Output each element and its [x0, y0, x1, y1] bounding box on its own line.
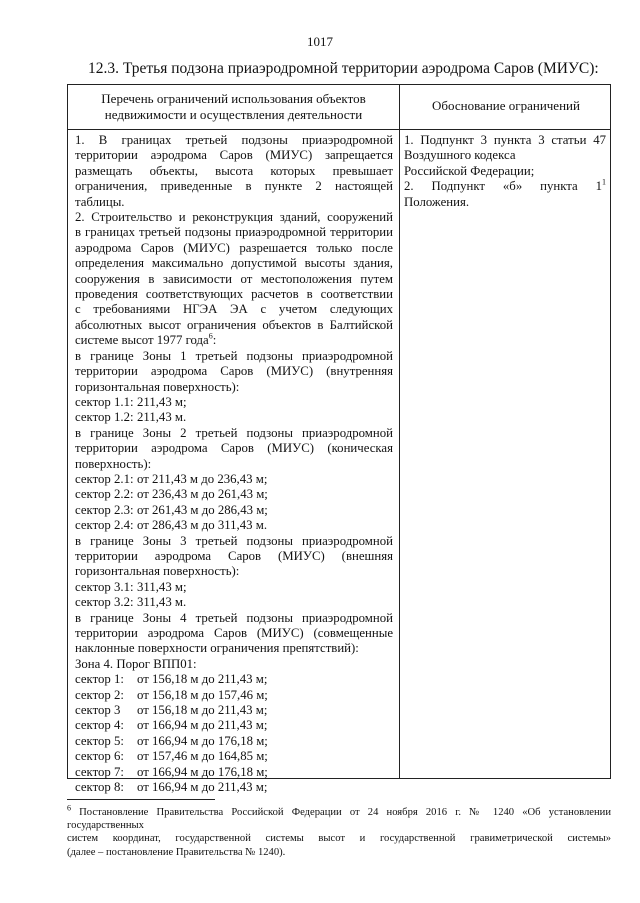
- sector-label: сектор 5:: [75, 733, 124, 748]
- zone-4-text: [75, 611, 393, 673]
- sector-label: сектор 4:: [75, 718, 124, 733]
- justification-line-text: 2. Подпункт «б» пункта 1: [404, 179, 602, 194]
- sector-row: [75, 703, 393, 718]
- sector-value: от 157,46 м до 164,85 м;: [137, 749, 268, 764]
- text-line: территории аэродрома Саров (МИУС) (совмещенные: [75, 626, 393, 640]
- sector-value: от 286,43 м до 311,43 м.: [137, 518, 268, 533]
- text-line: аэродрома Саров (МИУС) разрешается только после: [75, 240, 393, 255]
- sector-label: сектор 2.2:: [75, 487, 134, 502]
- footnote-mark: 6: [67, 803, 71, 813]
- footnote-last-line: (далее – постановление Правительства № 1240).: [67, 846, 286, 858]
- zone-2-text: [75, 426, 393, 472]
- sector-label: сектор 3.1:: [75, 579, 134, 594]
- text-line: в границе Зоны 2 третьей подзоны приаэродромной: [75, 425, 393, 440]
- header-restrictions: Перечень ограничений использования объектов недвижимости и осуществления деятельности: [101, 91, 366, 122]
- text-line: в границах третьей подзоны приаэродромной территории: [75, 225, 393, 240]
- sector-row: [75, 395, 393, 410]
- item-2: [75, 210, 393, 333]
- text-line: проведения соответствующих расчетов в соответствии: [75, 287, 393, 302]
- text-line: горизонтальная поверхность):: [75, 564, 240, 579]
- justification-line: Российской Федерации;: [404, 163, 535, 178]
- item-2-last-text: системе высот 1977 года: [75, 333, 209, 348]
- text-line: размещать объекты, высота которых превышает: [75, 163, 393, 178]
- sector-row: [75, 503, 393, 518]
- sector-row: [75, 734, 393, 749]
- sector-row: [75, 472, 393, 487]
- sector-row: [75, 765, 393, 780]
- sector-value: от 236,43 м до 261,43 м;: [137, 487, 268, 502]
- column-divider: [399, 85, 400, 778]
- sector-label: сектор 1:: [75, 672, 124, 687]
- sector-value: от 156,18 м до 211,43 м;: [137, 703, 268, 718]
- text-line: абсолютных высот ограничения объектов в Балтийской: [75, 317, 393, 332]
- sector-row: [75, 595, 393, 610]
- sector-label: сектор 1.2:: [75, 410, 134, 425]
- sector-label: сектор 1.1:: [75, 394, 134, 409]
- justification-line: 1. Подпункт 3 пункта 3 статьи 47: [404, 133, 606, 147]
- item-1: [75, 133, 393, 210]
- text-line: таблицы.: [75, 194, 125, 209]
- justification-line: [404, 179, 606, 194]
- justification-last: Положения.: [404, 194, 470, 209]
- zone-1-text: [75, 349, 393, 395]
- sector-label: сектор 3.2:: [75, 595, 134, 610]
- header-divider: [68, 129, 610, 130]
- text-line: поверхность):: [75, 456, 152, 471]
- footnote-line: [67, 803, 611, 832]
- sector-label: сектор 8:: [75, 780, 124, 795]
- zone-3-text: [75, 534, 393, 580]
- sector-value: от 156,18 м до 157,46 м;: [137, 687, 268, 702]
- text-line: 2. Строительство и реконструкция зданий, сооружений: [75, 210, 393, 225]
- text-line: в границе Зоны 3 третьей подзоны приаэродромной: [75, 533, 393, 548]
- sector-row: [75, 487, 393, 502]
- sector-value: от 166,94 м до 176,18 м;: [137, 733, 268, 748]
- text-line: территории аэродрома Саров (МИУС) (внешняя: [75, 548, 393, 563]
- footnote: [67, 803, 611, 859]
- text-line: определения максимально допустимой высоты здания,: [75, 256, 393, 271]
- footnote-lines: [67, 803, 611, 846]
- justification-cell: [404, 133, 606, 210]
- sector-value: 211,43 м.: [137, 410, 187, 425]
- zone-4-sectors: [75, 672, 393, 795]
- text-line: территории аэродрома Саров (МИУС) (внутренняя: [75, 364, 393, 379]
- sector-value: 211,43 м;: [137, 394, 187, 409]
- sector-label: сектор 2:: [75, 687, 124, 702]
- footnote-ref: 6: [208, 332, 213, 342]
- text-line: в границе Зоны 1 третьей подзоны приаэродромной: [75, 348, 393, 363]
- header-justification: Обоснование ограничений: [432, 98, 580, 113]
- item-2-last-line: системе высот 1977 года$^6$:: [75, 332, 217, 348]
- sector-value: 311,43 м;: [137, 579, 187, 594]
- text-line: с требованиями НГЭА ЭА с учетом следующих: [75, 302, 393, 317]
- text-line: Зона 4. Порог ВПП01:: [75, 656, 197, 671]
- text-line: сооружения в зависимости от местоположения путем: [75, 271, 393, 286]
- sector-label: сектор 2.3:: [75, 502, 134, 517]
- sector-row: [75, 518, 393, 533]
- text-line: ограничения, приведенные в пункте 2 настоящей: [75, 179, 393, 194]
- sector-row: [75, 580, 393, 595]
- sector-row: [75, 749, 393, 764]
- footnote-rule: [67, 799, 215, 800]
- justification-lines: [404, 133, 606, 195]
- text-line: территории аэродрома Саров (МИУС) запрещается: [75, 148, 393, 163]
- text-line: в границе Зоны 4 третьей подзоны приаэродромной: [75, 610, 393, 625]
- sector-value: 311,43 м.: [137, 595, 187, 610]
- justification-sup: 1: [602, 177, 606, 187]
- sector-value: от 166,94 м до 176,18 м;: [137, 764, 268, 779]
- text-line: территории аэродрома Саров (МИУС) (коническая: [75, 441, 393, 456]
- sector-label: сектор 2.4:: [75, 518, 134, 533]
- sector-row: [75, 718, 393, 733]
- sector-value: от 166,94 м до 211,43 м;: [137, 780, 268, 795]
- section-title: 12.3. Третья подзона приаэродромной территории аэродрома Саров (МИУС):: [88, 60, 599, 77]
- sector-label: сектор 7:: [75, 764, 124, 779]
- sector-row: [75, 688, 393, 703]
- sector-row: [75, 780, 393, 795]
- sector-label: сектор 3: [75, 703, 121, 718]
- sector-label: сектор 2.1:: [75, 471, 134, 486]
- footnote-line-text: Постановление Правительства Российской Федерации от 24 ноября 2016 г. № 1240 «Об установлении государственных: [67, 807, 611, 832]
- page-number: 1017: [307, 34, 333, 49]
- text-line: горизонтальная поверхность):: [75, 379, 240, 394]
- restrictions-table: [67, 84, 611, 795]
- sector-value: от 211,43 м до 236,43 м;: [137, 471, 268, 486]
- text-line: наклонные поверхности ограничения препятствий):: [75, 641, 359, 656]
- sector-value: от 156,18 м до 211,43 м;: [137, 672, 268, 687]
- sector-row: [75, 672, 393, 687]
- justification-line: Воздушного кодекса: [404, 148, 516, 163]
- footnote-line: систем координат, государственной системы высот и государственной гравиметрической системы»: [67, 833, 611, 845]
- zone-3-sectors: [75, 580, 393, 611]
- restrictions-cell: [75, 133, 393, 795]
- sector-row: [75, 410, 393, 425]
- sector-label: сектор 6:: [75, 749, 124, 764]
- text-line: 1. В границах третьей подзоны приаэродромной: [75, 133, 393, 147]
- zone-2-sectors: [75, 472, 393, 534]
- zone-1-sectors: [75, 395, 393, 426]
- sector-value: от 261,43 м до 286,43 м;: [137, 502, 268, 517]
- sector-value: от 166,94 м до 211,43 м;: [137, 718, 268, 733]
